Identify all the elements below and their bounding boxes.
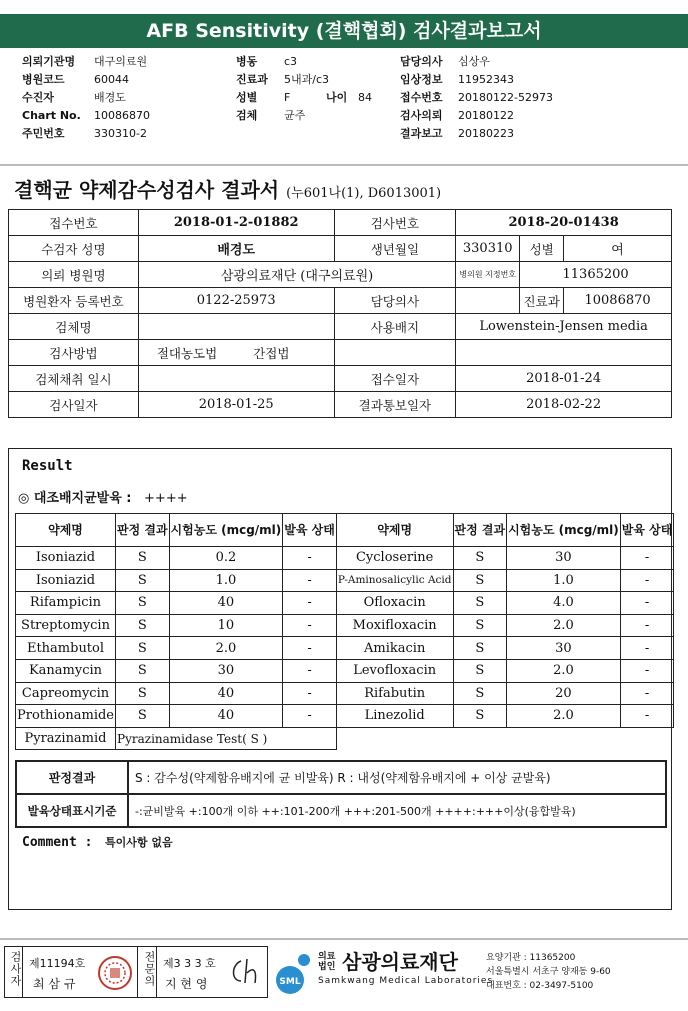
test-date-label: 검사일자 (9, 392, 139, 418)
drug-concentration: 30 (507, 547, 621, 570)
meta-label: 병동 (236, 55, 258, 68)
meta-label: 병원코드 (22, 73, 65, 86)
col-result: 판정 결과 (116, 514, 170, 547)
meta-label: 수진자 (22, 91, 54, 104)
medium-label: 사용배지 (334, 314, 456, 340)
meta-value: 대구의료원 (94, 55, 148, 68)
patient-name: 배경도 (138, 236, 334, 262)
footer (0, 942, 688, 1002)
signature-icon (227, 955, 263, 989)
meta-label: 성별 (236, 91, 258, 104)
drug-growth: - (620, 705, 674, 728)
drug-result: S (453, 569, 507, 592)
table-row (16, 547, 674, 570)
divider (137, 947, 138, 997)
sex-value: 여 (564, 236, 672, 262)
meta-label: 주민번호 (22, 127, 65, 140)
pza-test-result: Pyrazinamidase Test( S ) (116, 727, 337, 750)
specialist-license: 제3 3 3 호 (163, 957, 216, 970)
drug-name: Rifampicin (16, 592, 116, 615)
drug-result: S (116, 547, 170, 570)
drug-name: Isoniazid (16, 569, 116, 592)
report-date-label: 결과통보일자 (334, 392, 456, 418)
logo-text: SML (279, 977, 301, 987)
legend-result-label: 판정결과 (16, 761, 128, 794)
drug-concentration: 40 (169, 682, 283, 705)
collect-label: 검체채취 일시 (9, 366, 139, 392)
sml-logo-icon (274, 950, 316, 996)
drug-growth: - (283, 592, 337, 615)
drug-growth: - (283, 682, 337, 705)
comment-label: Comment : (22, 835, 93, 850)
examiner-license: 제11194호 (29, 957, 86, 970)
meta-value: 20180223 (458, 127, 514, 140)
meta-value: 10086870 (94, 109, 150, 122)
drug-name: Capreomycin (16, 682, 116, 705)
hospital-label: 의뢰 병원명 (9, 262, 139, 288)
drug-growth: - (620, 547, 674, 570)
org-code: 요양기관 : 11365200 (486, 953, 576, 963)
drug-concentration: 20 (507, 682, 621, 705)
drug-growth: - (283, 659, 337, 682)
col-growth: 발육 상태 (620, 514, 674, 547)
divider (156, 947, 157, 997)
result-heading: Result (22, 458, 73, 474)
meta-label: 담당의사 (400, 55, 443, 68)
report-title: AFB Sensitivity (결핵협회) 검사결과보고서 (0, 14, 688, 48)
hospital-code-label: 병의원 지정번호 (456, 262, 520, 288)
meta-value: 5내과/c3 (284, 73, 330, 86)
drug-concentration: 2.0 (169, 637, 283, 660)
col-drug: 약제명 (336, 514, 453, 547)
drug-result: S (453, 637, 507, 660)
dept-label: 진료과 (520, 288, 564, 314)
drug-result: S (453, 682, 507, 705)
drug-concentration: 2.0 (507, 614, 621, 637)
birth-label: 생년월일 (334, 236, 456, 262)
test-no-label: 검사번호 (334, 210, 456, 236)
drug-name: P-Aminosalicylic Acid (336, 569, 453, 592)
comment (22, 834, 173, 850)
control-growth-label: ◎ 대조배지균발육 : (18, 491, 132, 506)
meta-label: 진료과 (236, 73, 268, 86)
drug-name: Moxifloxacin (336, 614, 453, 637)
hospital-value: 삼광의료재단 (대구의료원) (138, 262, 455, 288)
meta-label: 검사의뢰 (400, 109, 443, 122)
drug-concentration: 1.0 (169, 569, 283, 592)
table-row (16, 569, 674, 592)
drug-name: Pyrazinamid (16, 727, 116, 750)
table-row (16, 592, 674, 615)
method-label: 검사방법 (9, 340, 139, 366)
test-date-value: 2018-01-25 (138, 392, 334, 418)
drug-name: Linezolid (336, 705, 453, 728)
seal-icon (97, 955, 133, 991)
meta-label: 검체 (236, 109, 258, 122)
divider (0, 164, 688, 166)
col-drug: 약제명 (16, 514, 116, 547)
specialist-vertical-label: 전문의 (143, 951, 156, 987)
received-value: 2018-01-24 (456, 366, 672, 392)
drug-result: S (453, 659, 507, 682)
control-growth (18, 487, 188, 506)
drug-concentration: 40 (169, 592, 283, 615)
table-row (16, 614, 674, 637)
meta-value: 심상우 (458, 55, 490, 68)
drug-growth: - (620, 682, 674, 705)
meta-value: 20180122-52973 (458, 91, 553, 104)
drug-growth: - (620, 614, 674, 637)
meta-value: 배경도 (94, 91, 126, 104)
meta-label: 임상정보 (400, 73, 443, 86)
reception-no: 2018-01-2-01882 (138, 210, 334, 236)
age-value: 84 (358, 91, 372, 104)
method-indirect: 간접법 (253, 345, 290, 361)
doctor-value (456, 288, 520, 314)
drug-result: S (453, 614, 507, 637)
drug-growth: - (283, 569, 337, 592)
drug-concentration: 30 (507, 637, 621, 660)
col-concentration: 시험농도 (mcg/ml) (507, 514, 621, 547)
drug-growth: - (283, 637, 337, 660)
drug-growth: - (283, 705, 337, 728)
received-label: 접수일자 (334, 366, 456, 392)
legend-table (15, 760, 667, 828)
method-absolute: 절대농도법 (156, 345, 218, 361)
meta-value: F (284, 91, 291, 104)
divider (22, 947, 23, 997)
drug-name: Cycloserine (336, 547, 453, 570)
drug-concentration: 2.0 (507, 705, 621, 728)
meta-value: 균주 (284, 109, 306, 122)
drug-growth: - (620, 659, 674, 682)
drug-name: Prothionamide (16, 705, 116, 728)
drug-name: Ofloxacin (336, 592, 453, 615)
org-name-en: Samkwang Medical Laboratories (318, 976, 494, 986)
drug-result: S (453, 547, 507, 570)
dept-value: 10086870 (564, 288, 672, 314)
drug-name: Streptomycin (16, 614, 116, 637)
empty-cell (334, 340, 456, 366)
drug-result: S (116, 614, 170, 637)
drug-result: S (453, 592, 507, 615)
drug-result: S (116, 569, 170, 592)
drug-result: S (116, 705, 170, 728)
meta-value: 60044 (94, 73, 129, 86)
specimen-value (138, 314, 334, 340)
drug-growth: - (283, 614, 337, 637)
document-title-code: (누601나(1), D6013001) (286, 186, 442, 201)
age-label: 나이 (326, 91, 348, 104)
meta-label: 결과보고 (400, 127, 443, 140)
col-result: 판정 결과 (453, 514, 507, 547)
drug-concentration: 30 (169, 659, 283, 682)
patient-reg: 0122-25973 (138, 288, 334, 314)
meta-label: 접수번호 (400, 91, 443, 104)
drug-result: S (116, 682, 170, 705)
drug-name: Ethambutol (16, 637, 116, 660)
patient-reg-label: 병원환자 등록번호 (9, 288, 139, 314)
examiner-name: 최 삼 규 (33, 977, 76, 991)
meta-col-2 (236, 53, 396, 125)
drug-growth: - (620, 637, 674, 660)
medium-value: Lowenstein-Jensen media (456, 314, 672, 340)
info-table (8, 209, 672, 418)
table-row (16, 727, 674, 750)
control-growth-value: ++++ (144, 491, 188, 506)
drug-growth: - (620, 569, 674, 592)
meta-value: 11952343 (458, 73, 514, 86)
legend-result-text: S : 감수성(약제함유배지에 균 비발육) R : 내성(약제함유배지에 + 이상 균발육) (128, 761, 666, 794)
drug-name: Levofloxacin (336, 659, 453, 682)
birth-value: 330310 (456, 236, 520, 262)
document-title (14, 174, 441, 203)
table-row (16, 637, 674, 660)
drug-growth: - (283, 547, 337, 570)
meta-label: 의뢰기관명 (22, 55, 76, 68)
drug-concentration: 0.2 (169, 547, 283, 570)
sex-label: 성별 (520, 236, 564, 262)
doctor-label: 담당의사 (334, 288, 456, 314)
meta-col-1 (22, 53, 222, 143)
hospital-code: 11365200 (520, 262, 672, 288)
drug-concentration: 40 (169, 705, 283, 728)
divider (0, 938, 688, 940)
specimen-label: 검체명 (9, 314, 139, 340)
legend-growth-label: 발육상태표시기준 (16, 794, 128, 827)
document-title-main: 결핵균 약제감수성검사 결과서 (14, 178, 280, 202)
drug-name: Kanamycin (16, 659, 116, 682)
specialist-name: 지 현 영 (165, 977, 208, 991)
drug-name: Rifabutin (336, 682, 453, 705)
org-address: 서울특별시 서초구 양재동 9-60 (486, 967, 611, 977)
signature-box (4, 946, 268, 998)
test-no: 2018-20-01438 (456, 210, 672, 236)
meta-value: 330310-2 (94, 127, 147, 140)
drug-result: S (453, 705, 507, 728)
meta-value: 20180122 (458, 109, 514, 122)
comment-text: 특이사항 없음 (104, 836, 173, 849)
drug-name: Amikacin (336, 637, 453, 660)
drug-concentration: 1.0 (507, 569, 621, 592)
examiner-vertical-label: 검사자 (9, 951, 22, 987)
org-type: 의료 법인 (318, 952, 336, 972)
table-row (16, 682, 674, 705)
drug-concentration: 4.0 (507, 592, 621, 615)
report-date-value: 2018-02-22 (456, 392, 672, 418)
meta-label: Chart No. (22, 109, 81, 122)
drug-result: S (116, 592, 170, 615)
drug-concentration: 2.0 (507, 659, 621, 682)
table-row (16, 705, 674, 728)
col-concentration: 시험농도 (mcg/ml) (169, 514, 283, 547)
drug-table (15, 513, 674, 750)
drug-result: S (116, 659, 170, 682)
drug-growth: - (620, 592, 674, 615)
empty-cell (456, 340, 672, 366)
collect-value (138, 366, 334, 392)
table-row (16, 659, 674, 682)
org-phone: 대표번호 : 02-3497-5100 (486, 981, 594, 991)
legend-growth-text: -:균비발육 +:100개 이하 ++:101-200개 +++:201-500개 ++++:+++이상(융합발육) (128, 794, 666, 827)
drug-result: S (116, 637, 170, 660)
empty-cell (336, 727, 674, 750)
drug-table-body (16, 547, 674, 750)
drug-concentration: 10 (169, 614, 283, 637)
drug-name: Isoniazid (16, 547, 116, 570)
reception-no-label: 접수번호 (9, 210, 139, 236)
meta-value: c3 (284, 55, 298, 68)
meta-col-3 (400, 53, 600, 143)
patient-name-label: 수검자 성명 (9, 236, 139, 262)
org-name: 삼광의료재단 (342, 950, 458, 974)
method-value (138, 340, 334, 366)
col-growth: 발육 상태 (283, 514, 337, 547)
